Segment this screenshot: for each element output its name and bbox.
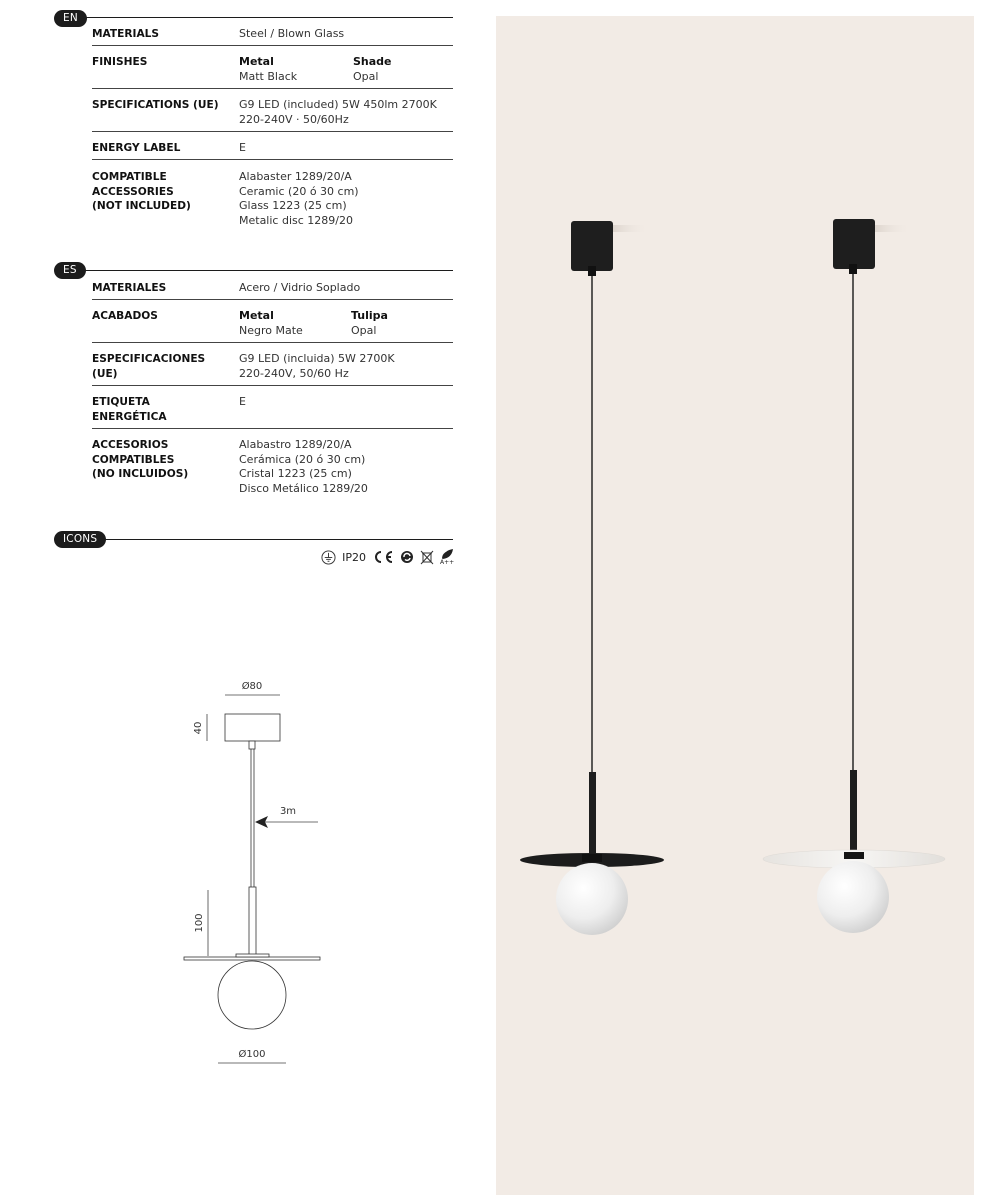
earth-ground-icon xyxy=(321,550,336,565)
spec-row-materials-es xyxy=(92,278,453,300)
pendant-black-disc xyxy=(520,221,664,935)
pendant-alabaster-disc xyxy=(763,219,945,933)
spec-label: ESPECIFICACIONES (UE) xyxy=(92,353,206,380)
opal-globe xyxy=(817,861,889,933)
section-tag-en: EN xyxy=(54,10,87,27)
spec-row-specifications-es xyxy=(92,349,453,386)
finish-value: Opal xyxy=(353,69,379,83)
spec-row-finishes-es xyxy=(92,306,453,343)
spec-row-specifications-en xyxy=(92,95,453,132)
canopy-black xyxy=(571,221,613,271)
product-photo xyxy=(496,16,974,1195)
section-rule-en xyxy=(80,17,453,18)
spec-value: Steel / Blown Glass xyxy=(239,27,345,40)
finish-title: Metal xyxy=(239,309,274,322)
spec-row-finishes-en xyxy=(92,52,453,89)
disc-outline xyxy=(184,957,320,960)
finish-title: Shade xyxy=(353,55,392,68)
finish-value: Opal xyxy=(351,323,377,337)
section-tag-es: ES xyxy=(54,262,86,279)
finish-value: Matt Black xyxy=(239,69,298,83)
spec-label: ETIQUETA ENERGÉTICA xyxy=(92,396,167,423)
finish-title: Tulipa xyxy=(351,309,388,322)
spec-label: ENERGY LABEL xyxy=(92,142,181,154)
finish-value: Negro Mate xyxy=(239,323,303,337)
cable-length-label: 3m xyxy=(279,806,297,817)
stem-length-label: 100 xyxy=(194,913,205,933)
spec-label: COMPATIBLE ACCESSORIES (NOT INCLUDED) xyxy=(92,171,191,212)
globe-outline xyxy=(218,961,286,1029)
finish-metal-en xyxy=(239,55,297,84)
spec-value: G9 LED (incluida) 5W 2700K 220-240V, 50/60 Hz xyxy=(239,352,395,380)
stem-outline xyxy=(249,887,256,957)
dimension-diagram xyxy=(170,670,340,1070)
finish-title: Metal xyxy=(239,55,274,68)
spec-label: MATERIALES xyxy=(92,282,167,294)
spec-value: Alabaster 1289/20/A Ceramic (20 ó 30 cm) Glass 1223 (25 cm) Metalic disc 1289/20 xyxy=(239,170,359,227)
spec-row-accessories-es xyxy=(92,435,453,500)
ce-mark-icon xyxy=(372,550,394,564)
weee-bin-icon xyxy=(420,550,434,565)
certification-icons xyxy=(306,548,456,566)
globe-diameter-label: Ø100 xyxy=(238,1049,266,1060)
canopy-black xyxy=(833,219,875,269)
recycle-icon xyxy=(400,550,414,564)
finish-shade-en xyxy=(353,55,392,84)
spec-value: Acero / Vidrio Soplado xyxy=(239,281,361,294)
section-rule-es xyxy=(78,270,453,271)
canopy-height-label: 40 xyxy=(193,721,204,735)
spec-value: E xyxy=(239,395,246,408)
spec-label: ACABADOS xyxy=(92,310,158,322)
ip-rating-text: IP20 xyxy=(342,550,366,564)
finish-metal-es xyxy=(239,309,303,338)
spec-value: E xyxy=(239,141,246,154)
finish-shade-es xyxy=(351,309,388,338)
spec-row-energy-es xyxy=(92,392,453,429)
spec-row-accessories-en xyxy=(92,167,453,232)
opal-globe xyxy=(556,863,628,935)
spec-value: G9 LED (included) 5W 450lm 2700K 220-240V · 50/60Hz xyxy=(239,98,437,126)
product-photo-panel xyxy=(496,16,974,1195)
energy-leaf-icon xyxy=(440,548,456,566)
canopy-outline xyxy=(225,714,280,741)
spec-label: MATERIALS xyxy=(92,28,160,40)
spec-row-materials-en xyxy=(92,24,453,46)
spec-label: FINISHES xyxy=(92,56,148,68)
spec-label: ACCESORIOS COMPATIBLES (NO INCLUIDOS) xyxy=(92,439,189,480)
section-rule-icons xyxy=(100,539,453,540)
spec-row-energy-en xyxy=(92,138,453,160)
canopy-diameter-label: Ø80 xyxy=(241,681,263,692)
section-tag-icons: ICONS xyxy=(54,531,106,548)
spec-value: Alabastro 1289/20/A Cerámica (20 ó 30 cm) Cristal 1223 (25 cm) Disco Metálico 1289/20 xyxy=(239,438,368,495)
pendant-stem xyxy=(850,770,857,855)
pendant-stem xyxy=(589,772,596,856)
spec-label: SPECIFICATIONS (UE) xyxy=(92,99,219,111)
energy-class-text: A++ xyxy=(440,559,455,566)
